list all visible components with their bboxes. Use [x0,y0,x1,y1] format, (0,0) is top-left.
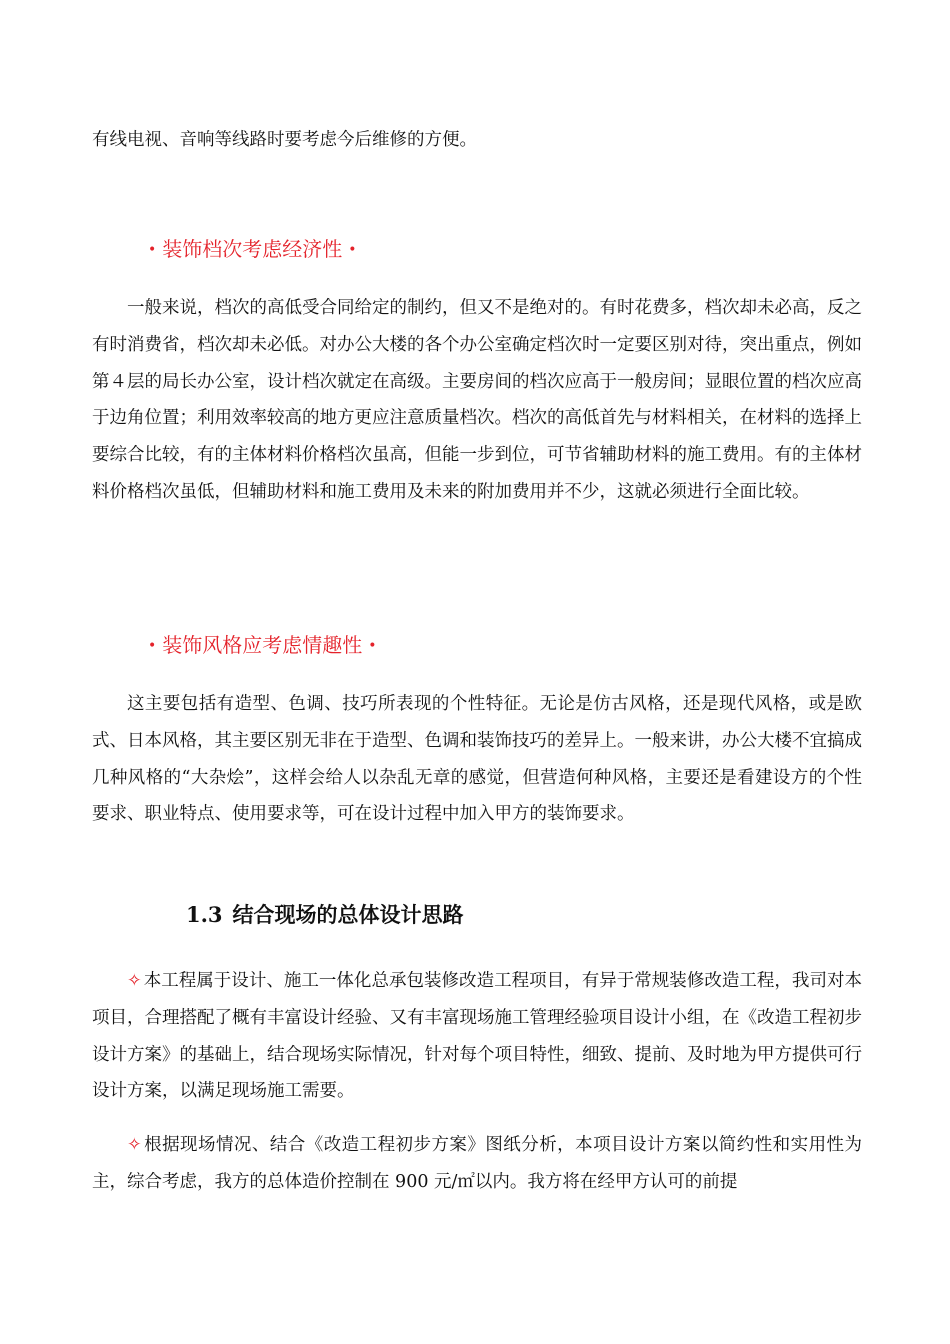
intro-paragraph: 有线电视、音响等线路时要考虑今后维修的方便。 [92,130,477,150]
subheading-economy-text: 装饰档次考虑经济性 [162,237,343,261]
bullet-dot-icon: • [348,242,357,258]
subheading-style-text: 装饰风格应考虑情趣性 [162,633,363,657]
economy-paragraph: 一般来说，档次的高低受合同给定的制约，但又不是绝对的。有时花费多，档次却未必高，反之有时消费省，档次却未必低。对办公大楼的各个办公室确定档次时一定要区别对待，突出重点，例如第４层的局长办公室，设计档次就定在高级。主要房间的档次应高于一般房间；显眼位置的档次应高于边角位置；利用效率较高的地方更应注意质量档次。档次的高低首先与材料相关，在材料的选择上要综合比较，有的主体材料价格档次虽高，但能一步到位，可节省辅助材料的施工费用。有的主体材料价格档次虽低，但辅助材料和施工费用及未来的附加费用并不少，这就必须进行全面比较。 [92,298,862,502]
subheading-style [142,629,383,658]
design-paragraph-2-text: 根据现场情况、结合《改造工程初步方案》图纸分析，本项目设计方案以简约性和实用性为主，综合考虑，我方的总体造价控制在 900 元/㎡以内。我方将在经甲方认可的前提 [92,1135,862,1192]
bullet-dot-icon: • [148,638,157,654]
section-title: 结合现场的总体设计思路 [232,902,464,927]
section-number: 1.3 [186,902,223,927]
bullet-dot-icon: • [368,638,377,654]
diamond-bullet-icon: ✧ [127,971,142,991]
style-paragraph: 这主要包括有造型、色调、技巧所表现的个性特征。无论是仿古风格，还是现代风格，或是欧式、日本风格，其主要区别无非在于造型、色调和装饰技巧的差异上。一般来讲，办公大楼不宜搞成几种风格的“大杂烩”，这样会给人以杂乱无章的感觉，但营造何种风格，主要还是看建设方的个性要求、职业特点、使用要求等，可在设计过程中加入甲方的装饰要求。 [92,694,862,825]
bullet-dot-icon: • [148,242,157,258]
design-paragraph-2 [92,1127,862,1201]
design-paragraph-1 [92,963,862,1110]
subheading-economy [142,233,363,262]
diamond-bullet-icon: ✧ [127,1135,142,1155]
design-paragraph-1-text: 本工程属于设计、施工一体化总承包装修改造工程项目，有异于常规装修改造工程，我司对本项目，合理搭配了概有丰富设计经验、又有丰富现场施工管理经验项目设计小组，在《改造工程初步设计方案》的基础上，结合现场实际情况，针对每个项目特性，细致、提前、及时地为甲方提供可行设计方案，以满足现场施工需要。 [92,971,862,1102]
section-heading [186,899,464,929]
